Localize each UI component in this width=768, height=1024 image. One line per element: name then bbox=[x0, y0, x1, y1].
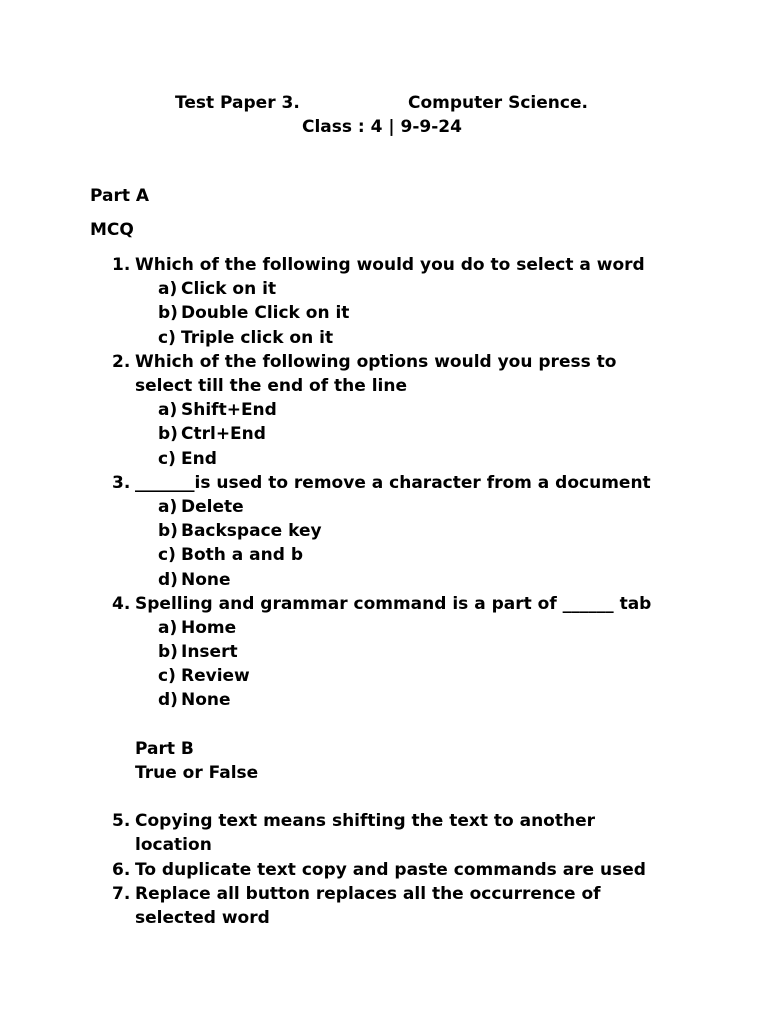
option-letter: b) bbox=[158, 303, 178, 323]
class-date-line: Class : 4 | 9-9-24 bbox=[302, 117, 462, 137]
part-b-heading: Part B bbox=[135, 739, 194, 759]
part-a-heading: Part A bbox=[90, 186, 150, 206]
option-text: Both a and b bbox=[181, 545, 304, 565]
question-text: Which of the following options would you press to select till the end of the line bbox=[135, 352, 617, 397]
option-text: Triple click on it bbox=[181, 328, 334, 348]
true-false-heading: True or False bbox=[135, 763, 259, 783]
question-text: To duplicate text copy and paste commands are used bbox=[135, 860, 646, 880]
option-text: Review bbox=[181, 666, 250, 686]
option-letter: c) bbox=[158, 545, 176, 565]
option-letter: b) bbox=[158, 521, 178, 541]
test-paper-title: Test Paper 3. bbox=[175, 93, 300, 113]
option-letter: d) bbox=[158, 570, 178, 590]
option-text: None bbox=[181, 690, 231, 710]
option-text: Click on it bbox=[181, 279, 277, 299]
question-number: 4. bbox=[112, 594, 131, 614]
option-text: End bbox=[181, 449, 217, 469]
option-letter: c) bbox=[158, 328, 176, 348]
question-number: 5. bbox=[112, 811, 131, 831]
subject-title: Computer Science. bbox=[408, 93, 588, 113]
question-number: 6. bbox=[112, 860, 131, 880]
option-letter: a) bbox=[158, 618, 178, 638]
option-text: Insert bbox=[181, 642, 238, 662]
option-text: Delete bbox=[181, 497, 244, 517]
question-text: Replace all button replaces all the occurrence of selected word bbox=[135, 884, 601, 929]
option-letter: b) bbox=[158, 642, 178, 662]
option-text: Home bbox=[181, 618, 237, 638]
option-letter: a) bbox=[158, 279, 178, 299]
option-text: Backspace key bbox=[181, 521, 322, 541]
mcq-heading: MCQ bbox=[90, 220, 134, 240]
question-text: Copying text means shifting the text to another location bbox=[135, 811, 595, 856]
question-text: Which of the following would you do to select a word bbox=[135, 255, 645, 275]
option-letter: a) bbox=[158, 497, 178, 517]
option-letter: c) bbox=[158, 449, 176, 469]
option-letter: c) bbox=[158, 666, 176, 686]
option-text: Shift+End bbox=[181, 400, 277, 420]
option-text: None bbox=[181, 570, 231, 590]
question-number: 2. bbox=[112, 352, 131, 372]
question-number: 3. bbox=[112, 473, 131, 493]
option-letter: a) bbox=[158, 400, 178, 420]
option-letter: b) bbox=[158, 424, 178, 444]
question-text: _______is used to remove a character from a document bbox=[135, 473, 651, 493]
question-number: 7. bbox=[112, 884, 131, 904]
option-text: Double Click on it bbox=[181, 303, 350, 323]
question-text: Spelling and grammar command is a part of ______ tab bbox=[135, 594, 652, 614]
option-letter: d) bbox=[158, 690, 178, 710]
option-text: Ctrl+End bbox=[181, 424, 266, 444]
question-number: 1. bbox=[112, 255, 131, 275]
